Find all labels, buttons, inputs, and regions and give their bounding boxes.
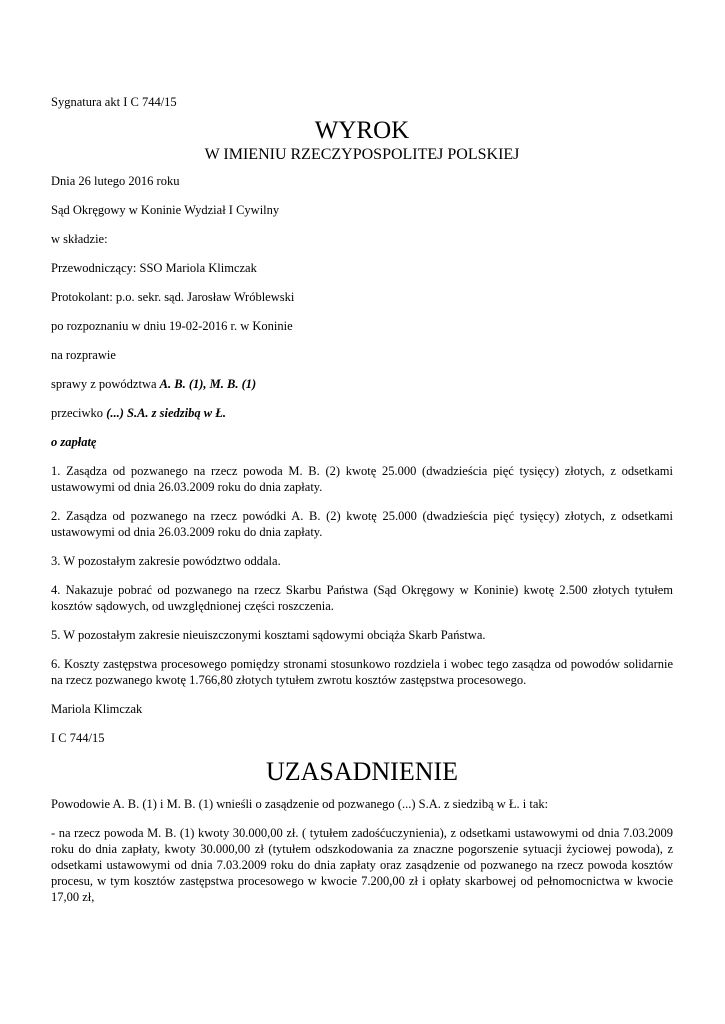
case-parties xyxy=(51,376,673,392)
against-prefix: przeciwko xyxy=(51,406,107,420)
plaintiffs: A. B. (1), M. B. (1) xyxy=(159,377,257,391)
verdict-point-2: 2. Zasądza od pozwanego na rzecz powódki A. B. (2) kwotę 25.000 (dwadzieścia pięć tysięcy) złotych, z odsetkami ustawowymi od dnia 26.03.2009 roku do dnia zapłaty. xyxy=(51,509,673,539)
hearing-info: po rozpoznaniu w dniu 19-02-2016 r. w Koninie xyxy=(51,319,293,333)
signed-by: Mariola Klimczak xyxy=(51,702,143,716)
court-clerk: Protokolant: p.o. sekr. sąd. Jarosław Wróblewski xyxy=(51,290,295,304)
justification-intro: Powodowie A. B. (1) i M. B. (1) wnieśli o zasądzenie od pozwanego (...) S.A. z siedzibą w Ł. i tak: xyxy=(51,797,549,811)
date-line: Dnia 26 lutego 2016 roku xyxy=(51,174,180,188)
justification-item: - na rzecz powoda M. B. (1) kwoty 30.000,00 zł. ( tytułem zadośćuczynienia), z odsetkami ustawowymi od dnia 7.03.2009 roku do dnia zapłaty, kwoty 30.000,00 zł (tytułem odszkodowania za znaczne pogorszenie sytuacji życiowej powoda), z odsetkami ustawowymi od dnia 7.03.2009 roku do dnia zapłaty oraz zasądzenie od pozwanego na rzecz powoda kosztów procesu, w tym kosztów zastępstwa procesowego w kwocie 7.200,00 zł i opłaty skarbowej od pełnomocnictwa w kwocie 17,00 zł, xyxy=(51,826,673,904)
court-name: Sąd Okręgowy w Koninie Wydział I Cywilny xyxy=(51,203,280,217)
trial-label: na rozprawie xyxy=(51,348,116,362)
defendant: (...) S.A. z siedzibą w Ł. xyxy=(106,406,226,420)
case-signature: Sygnatura akt I C 744/15 xyxy=(51,95,177,109)
case-reference: I C 744/15 xyxy=(51,731,105,745)
against-line xyxy=(51,405,673,421)
verdict-point-3: 3. W pozostałym zakresie powództwo oddala. xyxy=(51,554,281,568)
verdict-point-1: 1. Zasądza od pozwanego na rzecz powoda M. B. (2) kwotę 25.000 (dwadzieścia pięć tysięcy) złotych, z odsetkami ustawowymi od dnia 26.03.2009 roku do dnia zapłaty. xyxy=(51,464,673,494)
verdict-point-4: 4. Nakazuje pobrać od pozwanego na rzecz Skarbu Państwa (Sąd Okręgowy w Koninie) kwotę 2.500 złotych tytułem kosztów sądowych, od uwzględnionej części roszczenia. xyxy=(51,583,673,613)
case-prefix: sprawy z powództwa xyxy=(51,377,160,391)
chair-judge: Przewodniczący: SSO Mariola Klimczak xyxy=(51,261,257,275)
document-title: WYROK xyxy=(314,117,410,144)
document-page xyxy=(51,94,673,918)
case-subject: o zapłatę xyxy=(51,435,97,449)
justification-title: UZASADNIENIE xyxy=(265,757,459,786)
verdict-point-5: 5. W pozostałym zakresie nieuiszczonymi kosztami sądowymi obciąża Skarb Państwa. xyxy=(51,628,486,642)
document-subtitle: W IMIENIU RZECZYPOSPOLITEJ POLSKIEJ xyxy=(204,146,520,163)
verdict-point-6: 6. Koszty zastępstwa procesowego pomiędzy stronami stosunkowo rozdziela i wobec tego zasądza od powodów solidarnie na rzecz pozwanego kwotę 1.766,80 złotych tytułem zwrotu kosztów zastępstwa procesowego. xyxy=(51,657,673,687)
composition-label: w składzie: xyxy=(51,232,108,246)
